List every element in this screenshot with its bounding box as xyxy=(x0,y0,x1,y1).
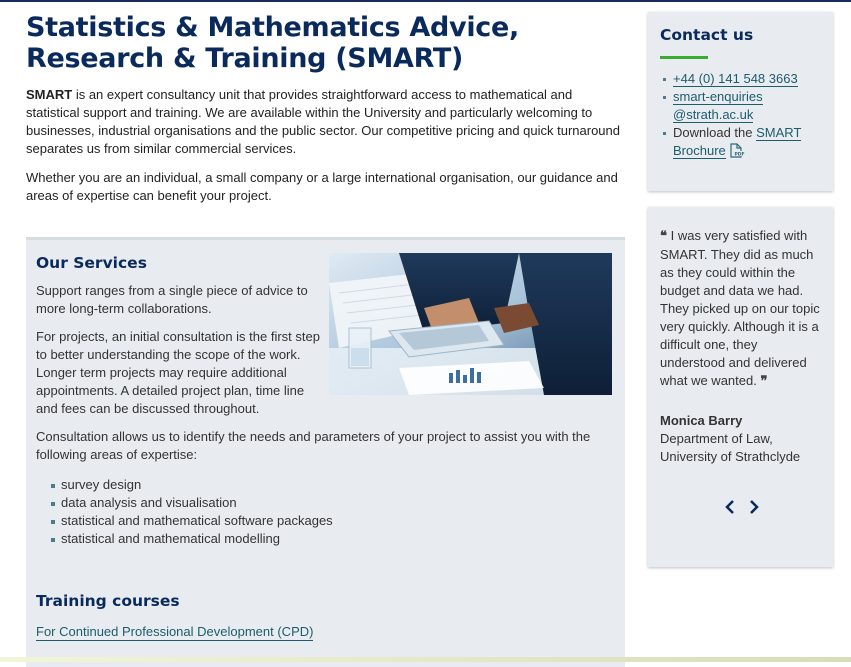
brochure-link-line-1[interactable]: SMART xyxy=(756,125,802,140)
intro-text: is an expert consultancy unit that provides straightforward access to mathematical and statistical support and training. We are available within the University and particularly welcoming to businesses, industrial organisations and the public sector. Our competitive pricing and quick turnaround separates us from similar commercial services. xyxy=(26,87,621,156)
svg-text:PDF: PDF xyxy=(734,152,745,158)
list-item: data analysis and visualisation xyxy=(36,494,613,512)
main-content xyxy=(26,12,626,205)
pdf-file-icon[interactable] xyxy=(729,143,743,163)
open-quote-icon: ❝ xyxy=(660,229,667,244)
page-title: Statistics & Mathematics Advice, Research & Training (SMART) xyxy=(26,12,519,74)
business-meeting-photo xyxy=(329,253,612,395)
testimonial-nav xyxy=(724,499,760,515)
testimonial-author xyxy=(660,412,823,466)
phone-link[interactable]: +44 (0) 141 548 3663 xyxy=(673,71,798,86)
top-border xyxy=(0,0,851,2)
contact-phone-item xyxy=(660,70,821,88)
author-name: Monica Barry xyxy=(660,413,743,428)
contact-title: Contact us xyxy=(660,26,754,44)
list-item: statistical and mathematical modelling xyxy=(36,530,613,548)
email-link-line-2[interactable]: @strath.ac.uk xyxy=(673,107,754,122)
title-underline xyxy=(660,56,708,59)
download-label: Download the xyxy=(673,125,757,140)
author-organisation: University of Strathclyde xyxy=(660,449,801,464)
chevron-left-icon[interactable] xyxy=(724,499,736,515)
services-paragraph-1: Support ranges from a single piece of advice to more long-term collaborations. xyxy=(36,283,308,316)
testimonial-text: I was very satisfied with SMART. They did as much as they could within the budget and data we had. They picked up on our topic very quickly. Although it is a difficult one, they understood and delivered what we wanted. xyxy=(660,228,820,388)
contact-list xyxy=(660,70,821,163)
contact-panel xyxy=(648,12,833,191)
expertise-list xyxy=(36,476,613,548)
author-department: Department of Law, xyxy=(660,431,773,446)
close-quote-icon: ❞ xyxy=(760,374,768,389)
services-paragraph-2: For projects, an initial consultation is the first step to better understanding the scope of the work. Longer term projects may require additional appointments. A detailed project plan, time line and fees can be discussed throughout. xyxy=(36,329,320,416)
list-item: statistical and mathematical software packages xyxy=(36,512,613,530)
list-item: survey design xyxy=(36,476,613,494)
services-title: Our Services xyxy=(36,254,147,272)
training-title: Training courses xyxy=(36,592,180,610)
intro-strong: SMART xyxy=(26,87,73,102)
cpd-link[interactable]: For Continued Professional Development (CPD) xyxy=(36,624,314,639)
services-paragraph-3: Consultation allows us to identify the needs and parameters of your project to assist you with the following areas of expertise: xyxy=(36,429,591,462)
brochure-link-line-2[interactable]: Brochure xyxy=(673,143,726,158)
intro-paragraph-2: Whether you are an individual, a small company or a large international organisation, our guidance and areas of expertise can benefit your project. xyxy=(26,170,618,203)
chevron-right-icon[interactable] xyxy=(748,499,760,515)
contact-email-item xyxy=(660,88,821,124)
testimonial-quote xyxy=(660,227,823,391)
intro-paragraph-1 xyxy=(26,86,621,158)
email-link-line-1[interactable]: smart-enquiries xyxy=(673,89,763,104)
contact-brochure-item xyxy=(660,124,821,163)
testimonial-panel xyxy=(648,207,833,567)
bottom-strip xyxy=(0,657,851,662)
services-panel xyxy=(26,237,625,667)
